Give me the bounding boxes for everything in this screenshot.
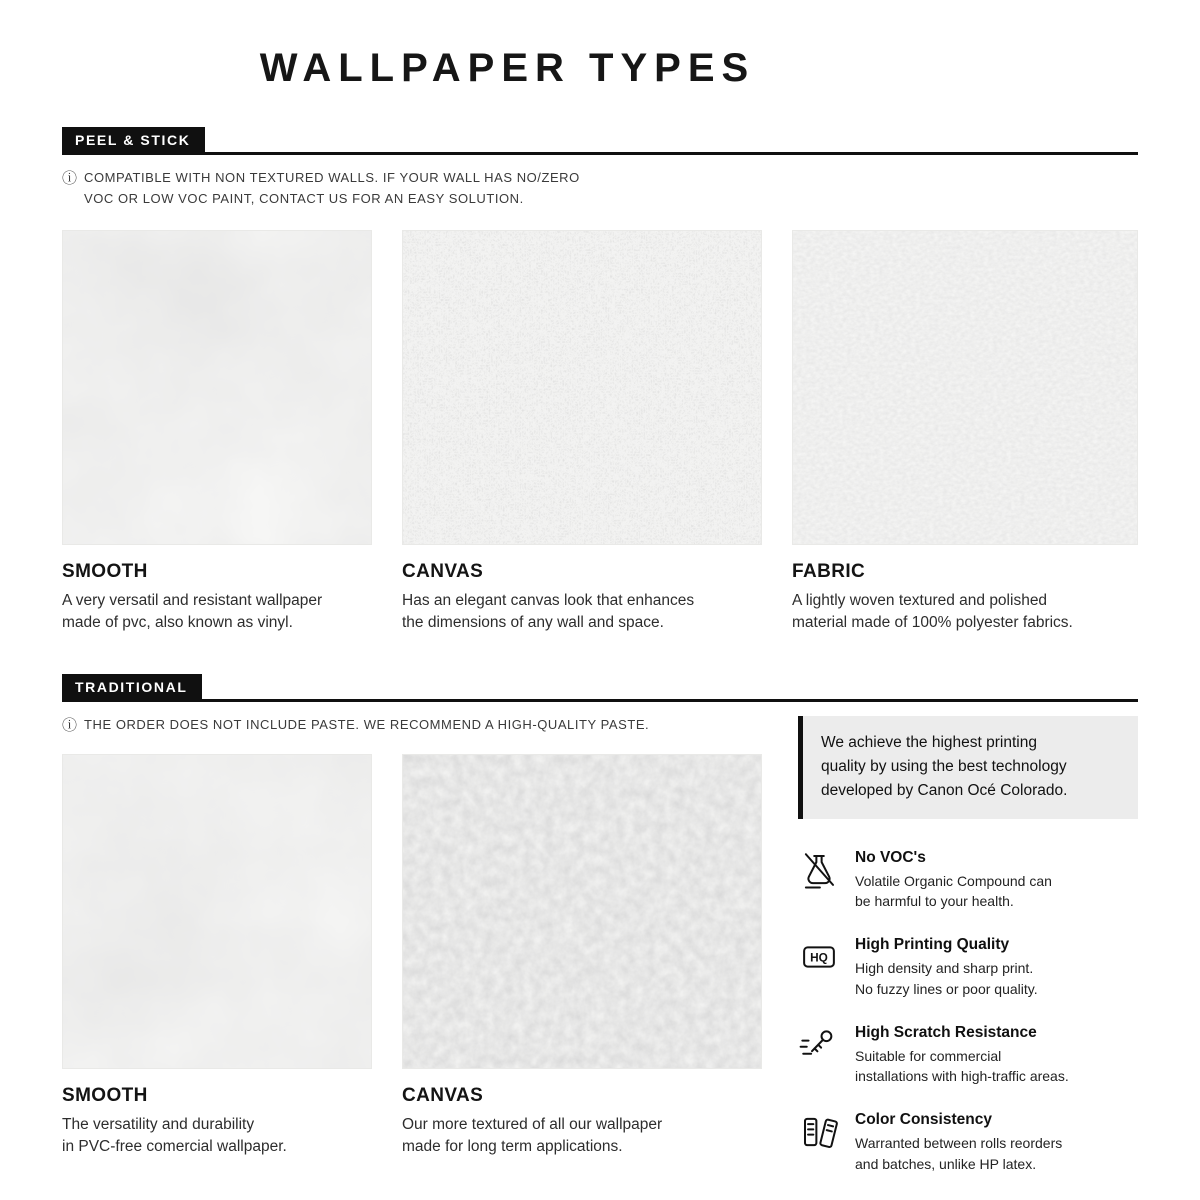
page-title: WALLPAPER TYPES <box>259 46 756 90</box>
swatch-description: A lightly woven textured and polished material made of 100% polyester fabrics. <box>792 591 1073 631</box>
swatch-texture-canvas <box>402 754 762 1069</box>
traditional-note-text: THE ORDER DOES NOT INCLUDE PASTE. WE RECOMMEND A HIGH-QUALITY PASTE. <box>84 716 650 732</box>
no-voc-icon <box>798 849 840 891</box>
swatch-title: CANVAS <box>402 560 484 582</box>
swatch-texture-canvas <box>402 230 762 545</box>
swatch-description: The versatility and durability in PVC-free comercial wallpaper. <box>62 1116 287 1156</box>
section-traditional <box>62 672 1138 1174</box>
scratch-resistance-icon <box>798 1024 840 1066</box>
quality-panel <box>798 702 1138 1174</box>
feature-high-printing-quality <box>798 936 1138 999</box>
swatch-title: SMOOTH <box>62 1085 148 1107</box>
swatch-texture-fabric <box>792 230 1138 545</box>
svg-text:HQ: HQ <box>810 950 828 965</box>
feature-scratch-resistance <box>798 1024 1138 1087</box>
feature-title: No VOC's <box>855 848 926 866</box>
section-badge-traditional: TRADITIONAL <box>62 674 202 699</box>
feature-list <box>798 849 1138 1174</box>
swatch-description: Our more textured of all our wallpaper made for long term applications. <box>402 1116 663 1156</box>
feature-description: Suitable for commercial installations with high-traffic areas. <box>855 1047 1069 1085</box>
swatch-title: FABRIC <box>792 560 866 582</box>
section-badge-peel-stick: PEEL & STICK <box>62 127 205 152</box>
feature-title: High Printing Quality <box>855 936 1010 954</box>
feature-description: High density and sharp print. No fuzzy lines or poor quality. <box>855 960 1038 997</box>
swatch-card-peel-canvas <box>402 230 762 634</box>
quality-statement-box: We achieve the highest printing quality by using the best technology developed by Canon Océ Colorado. <box>798 716 1138 819</box>
swatch-card-peel-fabric <box>792 230 1138 634</box>
feature-text <box>855 849 1052 912</box>
color-consistency-icon <box>798 1111 840 1153</box>
swatch-description: Has an elegant canvas look that enhances the dimensions of any wall and space. <box>402 591 695 631</box>
high-printing-quality-icon <box>798 936 840 978</box>
peel-stick-note-text: COMPATIBLE WITH NON TEXTURED WALLS. IF YOUR WALL HAS NO/ZERO VOC OR LOW VOC PAINT, CONTACT US FOR AN EASY SOLUTION. <box>84 170 580 206</box>
section-divider-traditional <box>62 672 1138 702</box>
swatch-card-trad-smooth <box>62 754 372 1158</box>
swatch-title: SMOOTH <box>62 560 148 582</box>
section-peel-stick <box>62 125 1138 634</box>
feature-color-consistency <box>798 1111 1138 1174</box>
feature-no-voc <box>798 849 1138 912</box>
section-divider-peel-stick <box>62 125 1138 155</box>
swatch-description: A very versatil and resistant wallpaper made of pvc, also known as vinyl. <box>62 591 323 631</box>
feature-text <box>855 1024 1069 1087</box>
feature-title: Color Consistency <box>855 1111 992 1129</box>
traditional-left-column <box>62 702 762 1174</box>
swatch-texture-smooth <box>62 230 372 545</box>
traditional-swatch-row <box>62 754 762 1158</box>
feature-text <box>855 936 1038 999</box>
feature-title: High Scratch Resistance <box>855 1023 1037 1041</box>
info-icon: ⓘ <box>62 170 78 187</box>
info-icon: ⓘ <box>62 716 78 734</box>
feature-description: Volatile Organic Compound can be harmful to your health. <box>855 872 1052 909</box>
swatch-card-peel-smooth <box>62 230 372 634</box>
feature-text <box>855 1111 1062 1174</box>
peel-stick-note <box>62 168 1138 210</box>
swatch-card-trad-canvas <box>402 754 762 1158</box>
traditional-note <box>62 715 762 737</box>
feature-description: Warranted between rolls reorders and batches, unlike HP latex. <box>855 1135 1063 1172</box>
swatch-title: CANVAS <box>402 1085 484 1107</box>
peel-stick-swatch-row <box>62 230 1138 634</box>
swatch-texture-smooth <box>62 754 372 1069</box>
